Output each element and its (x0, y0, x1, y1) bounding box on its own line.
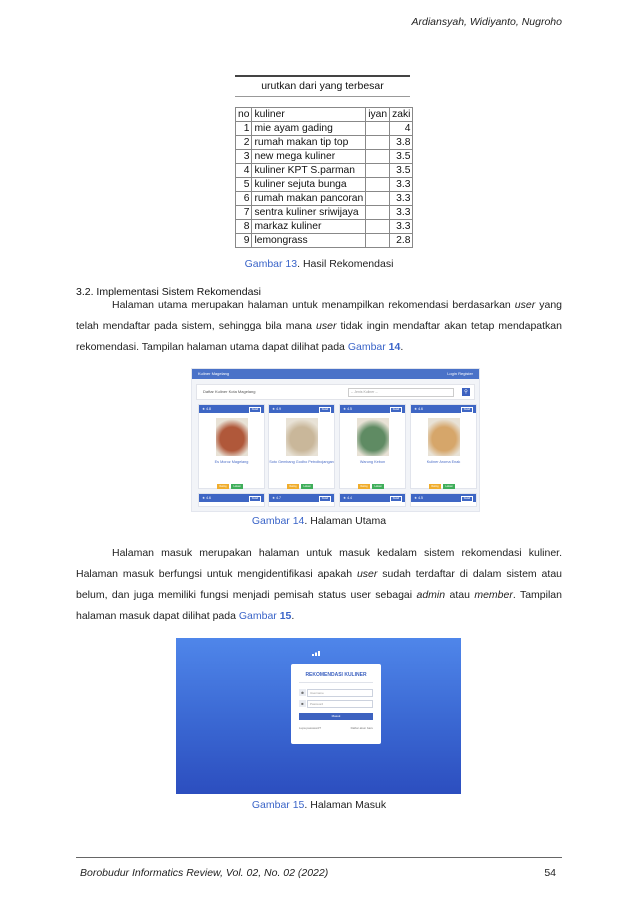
card-rating: 4.8 (206, 407, 211, 411)
card-rating: 4.5 (418, 496, 423, 500)
table-cell: kuliner KPT S.parman (252, 164, 366, 178)
card-header: ★ 4.4 Detail (340, 494, 405, 502)
figure-reference[interactable]: Gambar (238, 610, 280, 622)
text: . (400, 341, 404, 353)
table-cell (366, 234, 390, 248)
forgot-password-link: Lupa password? (299, 726, 322, 730)
table-cell: 3.5 (390, 150, 413, 164)
card-actions (217, 474, 245, 492)
column-header: kuliner (252, 108, 366, 122)
location-button: Lokasi (231, 484, 243, 489)
italic-term: admin (416, 589, 446, 601)
card-rating: 4.6 (418, 407, 423, 411)
food-photo (216, 418, 248, 456)
caption-label: Gambar 14 (251, 515, 305, 527)
password-field (299, 700, 373, 707)
login-card (291, 664, 381, 744)
paragraph-halaman-masuk (76, 543, 562, 627)
table-cell: 9 (236, 234, 252, 248)
caption-figure-15 (0, 799, 638, 811)
rating-button: Rating (358, 484, 370, 489)
table-title: urutkan dari yang terbesar (235, 75, 410, 97)
table-cell: 2.8 (390, 234, 413, 248)
table-cell: 4 (390, 122, 413, 136)
food-photo (357, 418, 389, 456)
table-cell: 3.3 (390, 192, 413, 206)
figure-reference[interactable]: Gambar (347, 341, 389, 353)
logo-icon (312, 650, 322, 656)
nav-links: Login Register (447, 371, 473, 376)
italic-term: user (356, 568, 378, 580)
table-cell: 3.3 (390, 178, 413, 192)
table-cell: sentra kuliner sriwijaya (252, 206, 366, 220)
card-detail-button: Detail (249, 407, 261, 413)
card-header: ★ 4.8 Detail (199, 405, 264, 413)
ranking-table (235, 107, 413, 248)
card-header: ★ 4.5 Detail (340, 405, 405, 413)
location-button: Lokasi (301, 484, 313, 489)
rating-button: Rating (217, 484, 229, 489)
card-detail-button: Detail (319, 407, 331, 413)
figure-13-table (235, 75, 410, 248)
card-title: Kuliner Aroma Enak (426, 460, 461, 464)
text: Halaman masuk merupakan halaman untuk masuk kedalam sistem rekomendasi kuliner. Halaman masuk berfungsi untuk mengidentifikasi apakah (76, 547, 562, 580)
table-cell (366, 192, 390, 206)
caption-figure-14 (0, 515, 638, 527)
culinary-card (339, 493, 406, 507)
table-cell: lemongrass (252, 234, 366, 248)
rating-button: Rating (287, 484, 299, 489)
food-photo (428, 418, 460, 456)
card-title: Es Moroz Magelang (214, 460, 249, 464)
table-cell: rumah makan tip top (252, 136, 366, 150)
table-row (236, 220, 413, 234)
column-header: iyan (366, 108, 390, 122)
text: Halaman utama merupakan halaman untuk menampilkan rekomendasi berdasarkan (112, 299, 515, 311)
text: . Tampilan halaman masuk dapat dilihat pada (76, 589, 562, 622)
table-cell (366, 150, 390, 164)
text: atau (445, 589, 475, 601)
login-title: REKOMENDASI KULINER (305, 672, 367, 678)
card-rating: 4.6 (206, 496, 211, 500)
caption-text: . Halaman Masuk (304, 799, 387, 811)
text: sudah terdaftar di dalam sistem atau belum, dan juga memiliki fungsi menjadi pemisah status user sebagai (76, 568, 562, 601)
divider (299, 682, 373, 683)
card-detail-button: Detail (390, 407, 402, 413)
culinary-card (198, 493, 265, 507)
running-header-authors: Ardiansyah, Widiyanto, Nugroho (411, 16, 562, 28)
screenshot-halaman-utama (191, 368, 480, 512)
italic-term: member (474, 589, 513, 601)
card-detail-button: Detail (390, 496, 402, 502)
column-header: no (236, 108, 252, 122)
table-row (236, 234, 413, 248)
card-title: Warung Kebon (359, 460, 386, 464)
caption-label: Gambar 13 (244, 258, 298, 270)
app-brand: Kuliner Magelang (198, 371, 230, 376)
paragraph-halaman-utama (76, 295, 562, 358)
section-heading: 3.2. Implementasi Sistem Rekomendasi (76, 286, 261, 298)
card-rating: 4.4 (347, 496, 352, 500)
table-cell: 3 (236, 150, 252, 164)
table-row (236, 122, 413, 136)
culinary-card (198, 404, 265, 489)
table-cell (366, 206, 390, 220)
text: . (291, 610, 295, 622)
culinary-card (268, 493, 335, 507)
table-cell (366, 136, 390, 150)
table-row (236, 150, 413, 164)
table-cell: kuliner sejuta bunga (252, 178, 366, 192)
table-cell: mie ayam gading (252, 122, 366, 136)
table-cell: 3.8 (390, 136, 413, 150)
footer-divider (76, 857, 562, 858)
card-detail-button: Detail (319, 496, 331, 502)
text: yang telah mendaftar pada sistem, sehingga bila mana (76, 299, 563, 332)
table-row (236, 136, 413, 150)
table-cell: new mega kuliner (252, 150, 366, 164)
card-actions (429, 474, 457, 492)
card-title: Soto Gembang Godho Petrolbojangan (269, 460, 334, 464)
card-detail-button: Detail (249, 496, 261, 502)
italic-term: user (514, 299, 536, 311)
card-actions (358, 474, 386, 492)
food-photo (286, 418, 318, 456)
table-cell: 3.3 (390, 220, 413, 234)
table-cell (366, 220, 390, 234)
user-icon: ☻ (300, 690, 305, 695)
table-cell: 6 (236, 192, 252, 206)
table-row (236, 206, 413, 220)
column-header: zaki (390, 108, 413, 122)
table-cell: 8 (236, 220, 252, 234)
register-link: Daftar akun baru (350, 726, 373, 730)
footer-journal: Borobudur Informatics Review, Vol. 02, No. 02 (2022) (80, 867, 329, 879)
caption-label: Gambar 15 (251, 799, 305, 811)
table-cell: markaz kuliner (252, 220, 366, 234)
card-header: ★ 4.6 Detail (199, 494, 264, 502)
table-cell: 7 (236, 206, 252, 220)
caption-figure-13 (0, 258, 638, 270)
card-actions (287, 474, 315, 492)
table-cell: 2 (236, 136, 252, 150)
caption-text: . Halaman Utama (304, 515, 387, 527)
table-cell: 1 (236, 122, 252, 136)
card-rating: 4.9 (276, 407, 281, 411)
card-detail-button: Detail (461, 407, 473, 413)
card-detail-button: Detail (461, 496, 473, 502)
table-cell (366, 122, 390, 136)
table-cell: 3.3 (390, 206, 413, 220)
rating-button: Rating (429, 484, 441, 489)
figure-reference-number[interactable]: 14 (388, 341, 401, 353)
table-row (236, 164, 413, 178)
lock-icon: ■ (299, 700, 306, 707)
table-cell (366, 164, 390, 178)
culinary-card (268, 404, 335, 489)
card-header: ★ 4.9 Detail (269, 405, 334, 413)
username-input: Username (307, 689, 373, 697)
category-select: -- Jenis Kuliner -- (348, 388, 454, 397)
username-field (299, 689, 373, 696)
card-header: ★ 4.6 Detail (411, 405, 476, 413)
card-header: ★ 4.5 Detail (411, 494, 476, 502)
location-button: Lokasi (443, 484, 455, 489)
search-panel (196, 384, 475, 400)
screenshot-halaman-masuk (176, 638, 461, 794)
table-cell: 4 (236, 164, 252, 178)
password-input: Password (307, 700, 373, 708)
italic-term: user (316, 320, 337, 332)
figure-reference-number[interactable]: 15 (279, 610, 292, 622)
culinary-card (410, 404, 477, 489)
table-row (236, 178, 413, 192)
card-header: ★ 4.7 Detail (269, 494, 334, 502)
table-cell: rumah makan pancoran (252, 192, 366, 206)
caption-text: . Hasil Rekomendasi (297, 258, 394, 270)
search-label: Daftar Kuliner Kota Magelang (203, 389, 256, 394)
footer-page-number: 54 (544, 867, 556, 879)
login-button: Masuk (299, 713, 373, 720)
card-rating: 4.5 (347, 407, 352, 411)
app-navbar (192, 369, 479, 379)
table-header-row (236, 108, 413, 122)
table-row (236, 192, 413, 206)
table-cell: 5 (236, 178, 252, 192)
text: tidak ingin mendaftar akan tetap mendapatkan rekomendasi. Tampilan halaman utama dapat dilihat pada (76, 320, 562, 353)
card-rating: 4.7 (276, 496, 281, 500)
culinary-card (339, 404, 406, 489)
culinary-card (410, 493, 477, 507)
table-cell: 3.5 (390, 164, 413, 178)
location-button: Lokasi (372, 484, 384, 489)
table-cell (366, 178, 390, 192)
search-icon: ⚲ (462, 388, 470, 396)
